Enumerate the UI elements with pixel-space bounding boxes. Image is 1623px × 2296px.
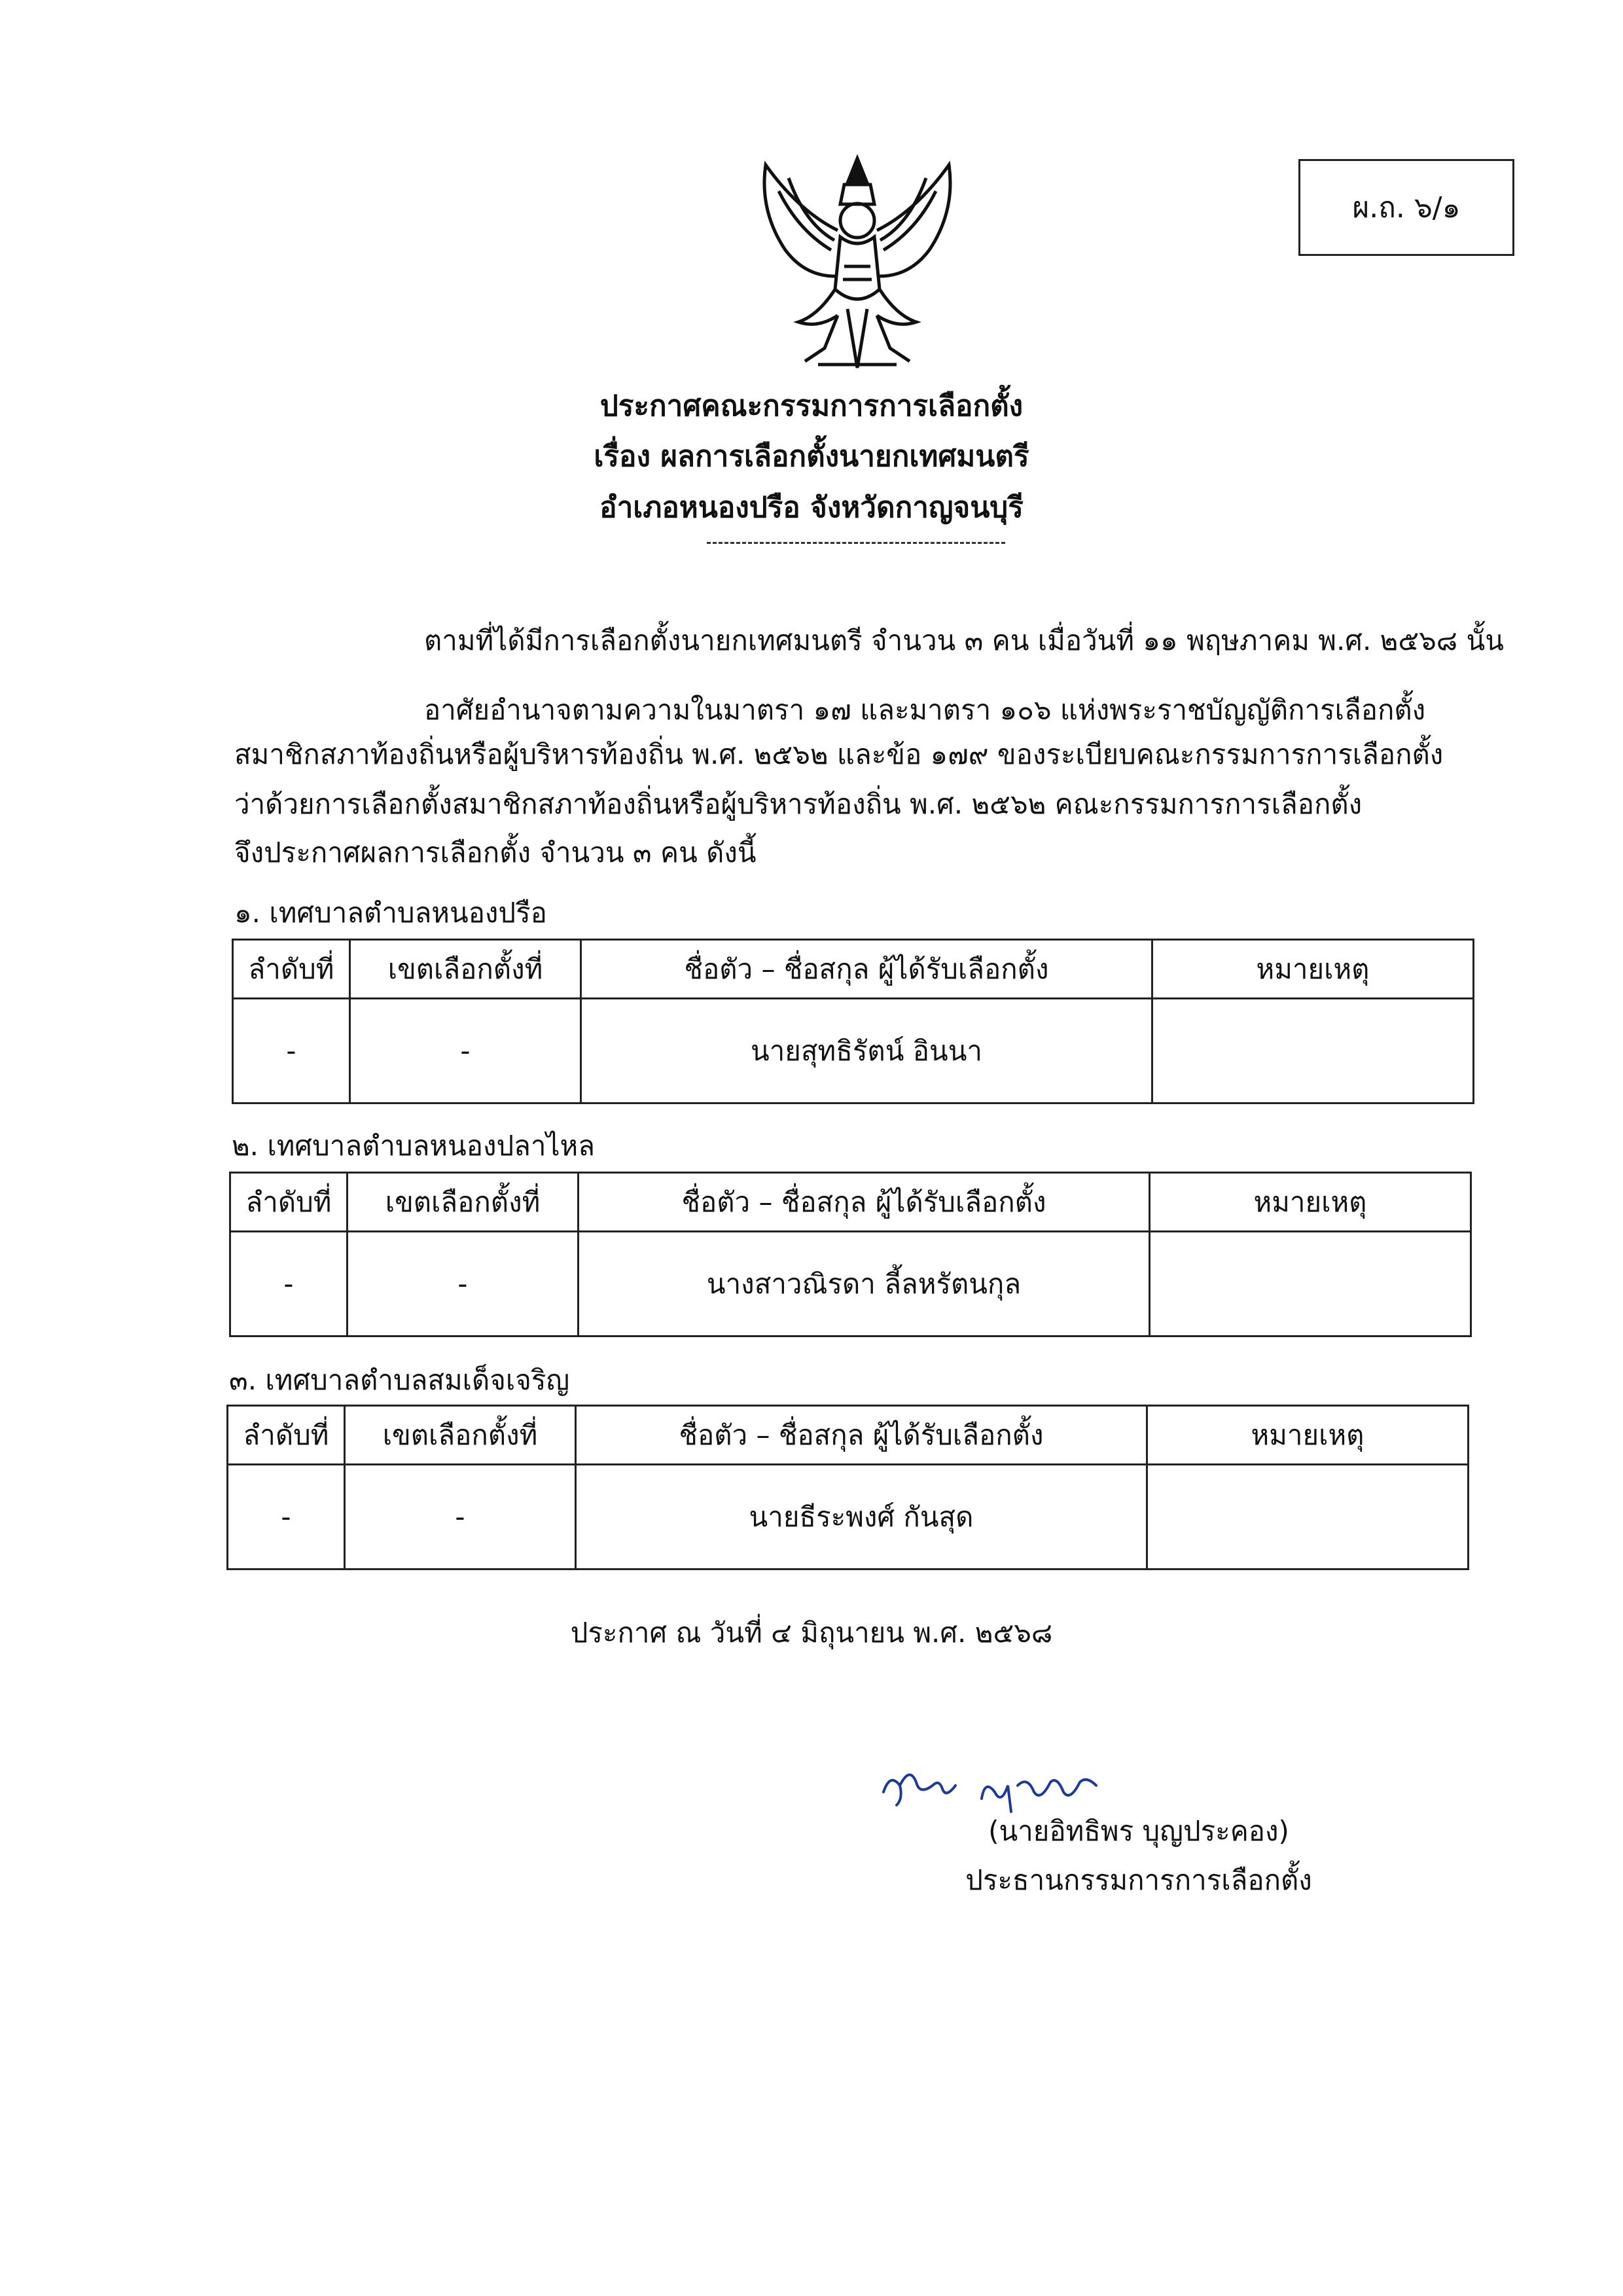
header-divider: [707, 542, 1005, 544]
section-title-1: ๑. เทศบาลตำบลหนองปรือ: [234, 897, 547, 929]
cell-remark: [1150, 1232, 1471, 1336]
col-header-remark: หมายเหตุ: [1150, 1173, 1471, 1232]
intro-paragraph: ตามที่ได้มีการเลือกตั้งนายกเทศมนตรี จำนวน ๓ คน เมื่อวันที่ ๑๑ พฤษภาคม พ.ศ. ๒๕๖๘ นั้น: [424, 624, 1504, 656]
header-line-1: ประกาศคณะกรรมการการเลือกตั้ง: [599, 389, 1024, 423]
cell-order: -: [233, 999, 350, 1103]
body-line-3: ว่าด้วยการเลือกตั้งสมาชิกสภาท้องถิ่นหรือผู้บริหารท้องถิ่น พ.ศ. ๒๕๖๒ คณะกรรมการการเลือกตั้ง: [234, 788, 1363, 820]
form-code-box: [1298, 159, 1514, 256]
announce-date: ประกาศ ณ วันที่ ๔ มิถุนายน พ.ศ. ๒๕๖๘: [570, 1617, 1053, 1649]
col-header-district: เขตเลือกตั้งที่: [350, 940, 581, 999]
results-table-2: [229, 1172, 1472, 1337]
signer-name: (นายอิทธิพร บุญประคอง): [988, 1815, 1289, 1847]
header-line-3: อำเภอหนองปรือ จังหวัดกาญจนบุรี: [599, 491, 1024, 524]
table-row: [230, 1232, 1471, 1336]
col-header-name: ชื่อตัว – ชื่อสกุล ผู้ได้รับเลือกตั้ง: [579, 1173, 1150, 1232]
cell-name: นายสุทธิรัตน์ อินนา: [581, 999, 1152, 1103]
header-line-2: เรื่อง ผลการเลือกตั้งนายกเทศมนตรี: [594, 440, 1029, 473]
table-row: [228, 1465, 1469, 1570]
results-table-3: [226, 1405, 1469, 1570]
cell-order: -: [228, 1465, 345, 1570]
form-code: ผ.ถ. ๖/๑: [1352, 191, 1461, 224]
col-header-name: ชื่อตัว – ชื่อสกุล ผู้ได้รับเลือกตั้ง: [576, 1406, 1147, 1465]
table-row: [233, 999, 1474, 1103]
cell-district: -: [345, 1465, 576, 1570]
signer-title: ประธานกรรมการการเลือกตั้ง: [965, 1864, 1312, 1896]
cell-name: นางสาวณิรดา ลี้ลหรัตนกุล: [579, 1232, 1150, 1336]
handwritten-signature: [870, 1746, 1132, 1818]
col-header-order: ลำดับที่: [228, 1406, 345, 1465]
section-title-3: ๓. เทศบาลตำบลสมเด็จเจริญ: [229, 1364, 570, 1396]
col-header-remark: หมายเหตุ: [1152, 940, 1474, 999]
results-table-1: [232, 939, 1474, 1104]
section-title-2: ๒. เทศบาลตำบลหนองปลาไหล: [232, 1130, 595, 1162]
cell-name: นายธีระพงศ์ กันสุด: [576, 1465, 1147, 1570]
cell-remark: [1147, 1465, 1469, 1570]
col-header-name: ชื่อตัว – ชื่อสกุล ผู้ได้รับเลือกตั้ง: [581, 940, 1152, 999]
cell-order: -: [230, 1232, 348, 1336]
garuda-emblem-icon: [740, 152, 975, 378]
col-header-district: เขตเลือกตั้งที่: [348, 1173, 579, 1232]
col-header-district: เขตเลือกตั้งที่: [345, 1406, 576, 1465]
col-header-order: ลำดับที่: [233, 940, 350, 999]
body-line-2: สมาชิกสภาท้องถิ่นหรือผู้บริหารท้องถิ่น พ.ศ. ๒๕๖๒ และข้อ ๑๗๙ ของระเบียบคณะกรรมการการเลือกตั้ง: [234, 738, 1444, 770]
body-line-1: อาศัยอำนาจตามความในมาตรา ๑๗ และมาตรา ๑๐๖ แห่งพระราชบัญญัติการเลือกตั้ง: [424, 694, 1426, 726]
cell-district: -: [350, 999, 581, 1103]
body-line-4: จึงประกาศผลการเลือกตั้ง จำนวน ๓ คน ดังนี้: [234, 836, 757, 869]
col-header-order: ลำดับที่: [230, 1173, 348, 1232]
cell-remark: [1152, 999, 1474, 1103]
col-header-remark: หมายเหตุ: [1147, 1406, 1469, 1465]
cell-district: -: [348, 1232, 579, 1336]
